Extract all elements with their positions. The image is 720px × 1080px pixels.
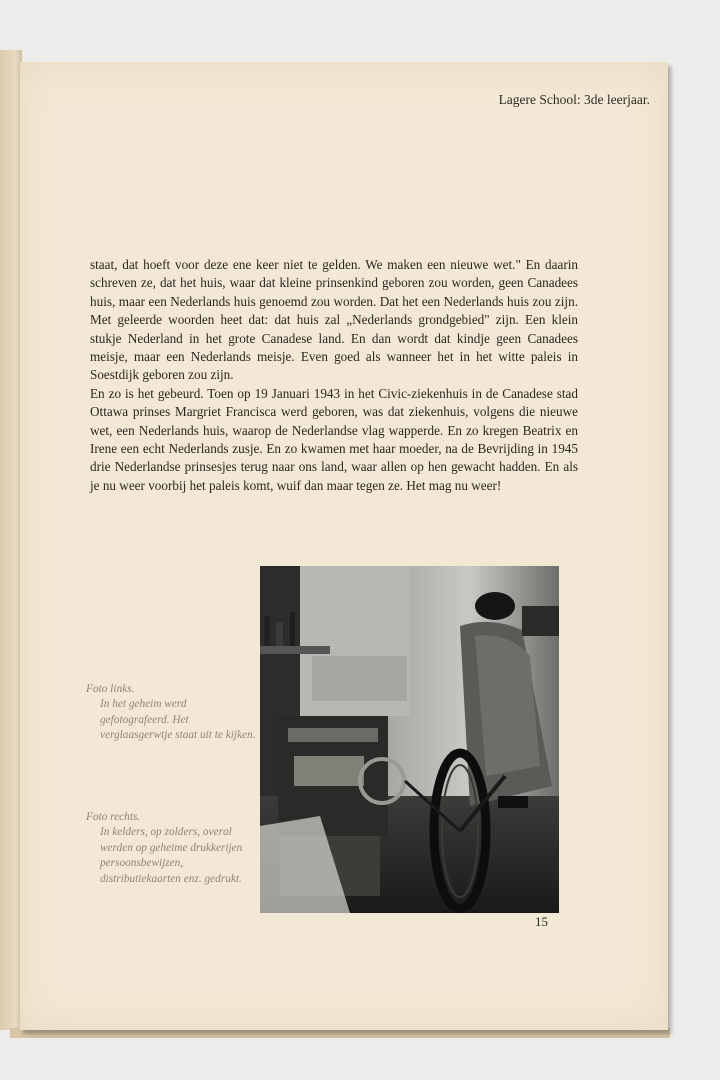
- photograph: [260, 566, 559, 913]
- caption-title: Foto links.: [86, 683, 135, 695]
- paragraph: En zo is het gebeurd. Toen op 19 Januari 1943 in het Civic-ziekenhuis in de Canadese stad Ottawa prinses Margriet Francisca werd geboren, was dat ziekenhuis, volgens die nieuwe wet, een Nederlands huis, waarop de Nederlandse vlag wapperde. En zo kregen Beatrix en Irene een echt Nederlands zusje. En zo kwamen met haar moeder, na de Bevrijding in 1945 drie Nederlandse prinsesjes terug naar ons land, waar allen op hen gewacht hadden. En als je nu weer voorbij het paleis komt, wuif dan maar tegen ze. Het mag nu weer!: [90, 385, 578, 493]
- caption-text: In het geheim werd gefotografeerd. Het verglaasgerwtje staat uit te kijken.: [100, 698, 256, 742]
- caption-right: [86, 810, 256, 887]
- book-page: [20, 62, 668, 1030]
- page-number: 15: [535, 914, 548, 929]
- running-header: Lagere School: 3de leerjaar.: [498, 92, 650, 107]
- body-text: [90, 256, 578, 495]
- caption-title: Foto rechts.: [86, 811, 141, 823]
- previous-page-edge: [0, 50, 22, 1030]
- caption-left: [86, 682, 256, 744]
- paragraph: staat, dat hoeft voor deze ene keer niet te gelden. We maken een nieuwe wet." En daarin schreven ze, dat het huis, waar dat kleine prinsenkind geboren zou worden, geen Canadees huis, maar een Nederlands huis genoemd zou worden. Dat het een Nederlands huis zou zijn. Met geleerde woorden heet dat: dat huis zal „Nederlands grondgebied" zijn. Een klein stukje Nederland in het grote Canadese land. En dan wordt dat kindje geen Canadees meisje, maar een Nederlands meisje. Even goed als wanneer het in het witte paleis in Soestdijk geboren zou zijn.: [90, 257, 578, 383]
- secret-printing-press-photo: [260, 566, 559, 913]
- caption-text: In kelders, op zolders, overal werden op geheime drukkerijen persoonsbewijzen, distributiekaarten enz. gedrukt.: [100, 826, 243, 885]
